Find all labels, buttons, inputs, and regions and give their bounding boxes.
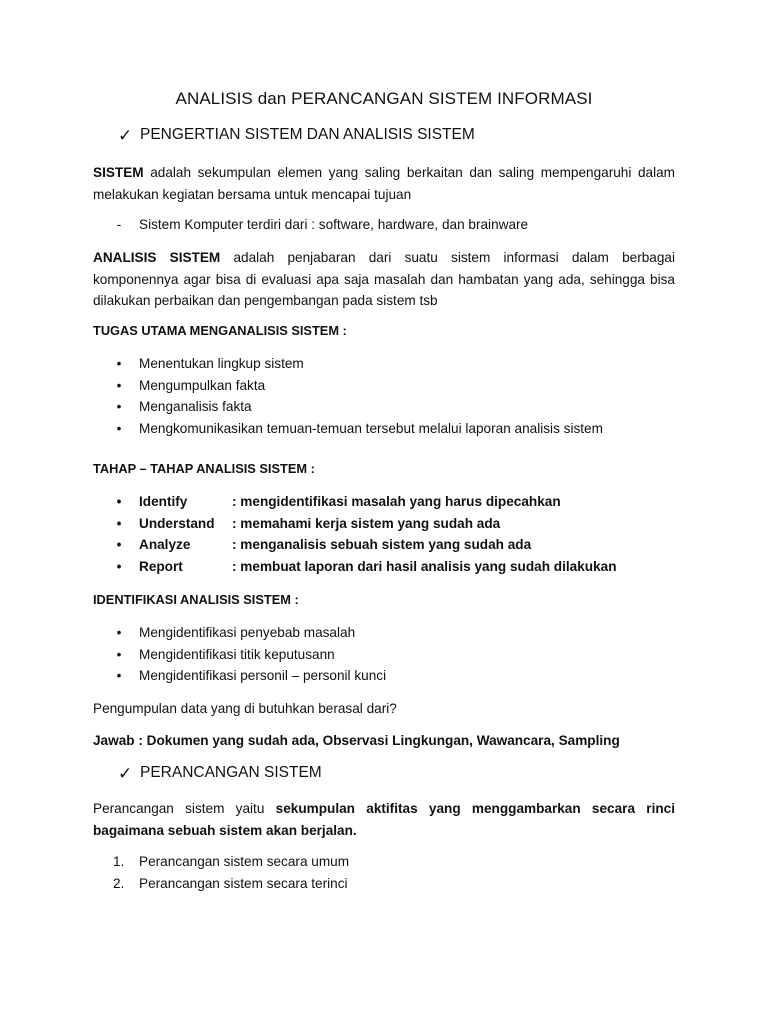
section-heading-text: PERANCANGAN SISTEM bbox=[140, 764, 322, 781]
bullet-icon: • bbox=[116, 399, 122, 414]
list-item: • Identify : mengidentifikasi masalah yang harus dipecahkan bbox=[93, 491, 617, 513]
tugas-heading: TUGAS UTAMA MENGANALISIS SISTEM : bbox=[93, 323, 347, 338]
list-item: • Menganalisis fakta bbox=[93, 396, 603, 418]
list-number: 2. bbox=[113, 875, 125, 891]
bullet-icon: • bbox=[116, 668, 122, 683]
identifikasi-list bbox=[93, 622, 386, 687]
identifikasi-heading: IDENTIFIKASI ANALISIS SISTEM : bbox=[93, 592, 299, 607]
tahap-term: Report bbox=[139, 558, 183, 574]
tugas-list bbox=[93, 353, 603, 439]
list-item: • Understand : memahami kerja sistem yang sudah ada bbox=[93, 513, 617, 535]
bullet-icon: • bbox=[116, 420, 122, 436]
list-item: 2. Perancangan sistem secara terinci bbox=[93, 873, 349, 895]
section-heading-pengertian bbox=[118, 126, 475, 144]
list-item: • Mengumpulkan fakta bbox=[93, 375, 603, 397]
analisis-definition: ANALISIS SISTEM adalah penjabaran dari suatu sistem informasi dalam berbagai komponennya agar bisa di evaluasi apa saja masalah dan hambatan yang ada, sehingga bisa dilakukan perbaikan dan pengembangan pada sistem tsb bbox=[93, 250, 675, 308]
bullet-icon: • bbox=[116, 537, 122, 552]
list-item: • Analyze : menganalisis sebuah sistem yang sudah ada bbox=[93, 534, 617, 556]
perancangan-definition: Perancangan sistem yaitu sekumpulan aktifitas yang menggambarkan secara rinci bagaimana sebuah sistem akan berjalan. bbox=[93, 801, 676, 838]
checkmark-icon: ✓ bbox=[118, 125, 133, 145]
section-heading-perancangan bbox=[118, 764, 322, 782]
term-analisis-sistem: ANALISIS SISTEM bbox=[93, 250, 221, 265]
perancangan-list bbox=[93, 851, 349, 894]
list-item: 1. Perancangan sistem secara umum bbox=[93, 851, 349, 873]
tahap-heading: TAHAP – TAHAP ANALISIS SISTEM : bbox=[93, 461, 315, 476]
list-item: • Mengidentifikasi personil – personil kunci bbox=[93, 665, 386, 687]
checkmark-icon: ✓ bbox=[118, 763, 133, 783]
section-heading-text: PENGERTIAN SISTEM DAN ANALISIS SISTEM bbox=[140, 126, 475, 143]
bullet-icon: • bbox=[116, 356, 122, 371]
answer-text: Jawab : Dokumen yang sudah ada, Observasi Lingkungan, Wawancara, Sampling bbox=[93, 733, 620, 748]
tahap-term: Analyze bbox=[139, 537, 191, 552]
list-item: • Report : membuat laporan dari hasil analisis yang sudah dilakukan bbox=[93, 556, 617, 578]
sistem-definition: SISTEM adalah sekumpulan elemen yang saling berkaitan dan saling mempengaruhi dalam melakukan kegiatan bersama untuk mencapai tujuan bbox=[93, 165, 675, 202]
dash-marker: - bbox=[116, 217, 122, 232]
list-item: • Mengidentifikasi titik keputusann bbox=[93, 644, 386, 666]
list-item: - Sistem Komputer terdiri dari : software, hardware, dan brainware bbox=[93, 214, 528, 236]
tahap-term: Identify bbox=[139, 494, 188, 509]
list-item: • Mengidentifikasi penyebab masalah bbox=[93, 622, 386, 644]
bullet-icon: • bbox=[116, 494, 122, 509]
bullet-icon: • bbox=[116, 558, 122, 574]
term-sistem: SISTEM bbox=[93, 165, 144, 180]
bullet-icon: • bbox=[116, 625, 122, 640]
document-title: ANALISIS dan PERANCANGAN SISTEM INFORMASI bbox=[175, 89, 593, 108]
bullet-icon: • bbox=[116, 646, 122, 662]
dash-list bbox=[93, 214, 528, 236]
tahap-term: Understand bbox=[139, 515, 215, 531]
tahap-list bbox=[93, 491, 617, 577]
question-text: Pengumpulan data yang di butuhkan berasal dari? bbox=[93, 701, 397, 716]
list-item: • Menentukan lingkup sistem bbox=[93, 353, 603, 375]
list-number: 1. bbox=[113, 854, 125, 869]
list-item: • Mengkomunikasikan temuan-temuan tersebut melalui laporan analisis sistem bbox=[93, 418, 603, 440]
bullet-icon: • bbox=[116, 377, 122, 393]
bullet-icon: • bbox=[116, 515, 122, 531]
